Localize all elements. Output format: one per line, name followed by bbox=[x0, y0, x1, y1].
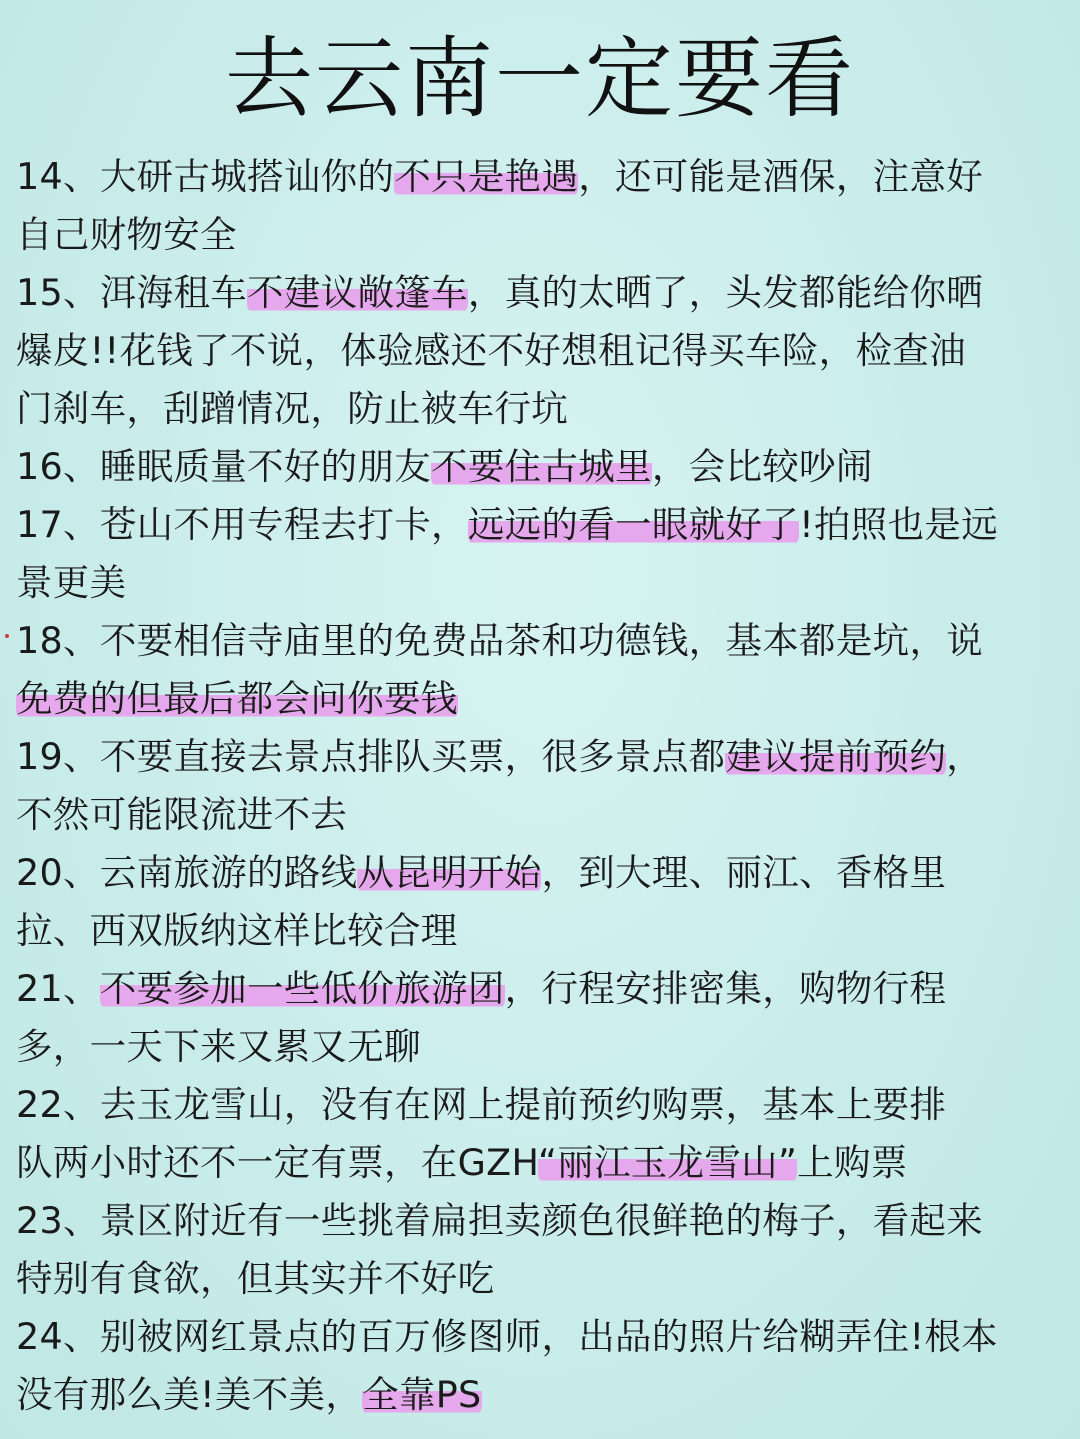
line-text: 21、 bbox=[16, 967, 100, 1010]
text-line bbox=[16, 380, 1074, 438]
text-line bbox=[16, 670, 1074, 728]
text-line bbox=[16, 1134, 1074, 1192]
highlighted-text: “丽江玉龙雪山” bbox=[537, 1141, 798, 1184]
text-line bbox=[16, 786, 1074, 844]
line-text: ，会比较吵闹 bbox=[651, 445, 873, 488]
highlighted-text: 不要住古城里 bbox=[431, 445, 652, 488]
text-line bbox=[16, 148, 1074, 206]
line-text: 自己财物安全 bbox=[16, 213, 237, 256]
line-text: 上购票 bbox=[797, 1141, 908, 1184]
line-text: 15、洱海租车 bbox=[16, 271, 248, 314]
text-line bbox=[16, 1250, 1074, 1308]
line-text: 14、大研古城搭讪你的 bbox=[16, 155, 395, 198]
red-dot-mark bbox=[5, 634, 9, 638]
highlighted-text: 全靠PS bbox=[362, 1373, 482, 1416]
text-line bbox=[16, 438, 1074, 496]
line-text: 爆皮!!花钱了不说，体验感还不好想租记得买车险，检查油 bbox=[16, 329, 966, 372]
line-text: 景更美 bbox=[16, 561, 127, 604]
line-text: 多，一天下来又累又无聊 bbox=[16, 1025, 421, 1068]
line-text: 没有那么美!美不美， bbox=[16, 1373, 363, 1416]
text-line bbox=[16, 322, 1074, 380]
page-title: 去云南一定要看 bbox=[224, 27, 855, 130]
line-text: 门刹车，刮蹭情况，防止被车行坑 bbox=[16, 387, 568, 430]
line-text: 拉、西双版纳这样比较合理 bbox=[16, 909, 458, 952]
text-line bbox=[16, 1308, 1074, 1366]
line-text: 队两小时还不一定有票，在GZH bbox=[16, 1141, 538, 1184]
text-line bbox=[16, 1076, 1074, 1134]
text-line bbox=[16, 496, 1074, 554]
line-text: 24、别被网红景点的百万修图师，出品的照片给糊弄住!根本 bbox=[16, 1315, 998, 1358]
highlighted-text: 不只是艳遇 bbox=[394, 155, 579, 198]
highlighted-text: 建议提前预约 bbox=[725, 735, 947, 778]
text-line bbox=[16, 264, 1074, 322]
text-line bbox=[16, 902, 1074, 960]
text-line bbox=[16, 960, 1074, 1018]
text-line bbox=[16, 728, 1074, 786]
line-text: 20、云南旅游的路线 bbox=[16, 851, 358, 894]
line-text: ，还可能是酒保，注意好 bbox=[578, 155, 984, 198]
line-text: 23、景区附近有一些挑着扁担卖颜色很鲜艳的梅子，看起来 bbox=[16, 1199, 984, 1242]
text-line bbox=[16, 1192, 1074, 1250]
text-line bbox=[16, 1018, 1074, 1076]
line-text: ，行程安排密集，购物行程 bbox=[504, 967, 947, 1010]
highlighted-text: 从昆明开始 bbox=[357, 851, 542, 894]
line-text: 17、苍山不用专程去打卡， bbox=[16, 503, 468, 546]
highlighted-text: 不要参加一些低价旅游团 bbox=[99, 967, 505, 1010]
line-text: 19、不要直接去景点排队买票，很多景点都 bbox=[16, 735, 726, 778]
highlighted-text: 免费的但最后都会问你要钱 bbox=[16, 677, 458, 720]
text-line bbox=[16, 206, 1074, 264]
line-text: ，真的太晒了，头发都能给你晒 bbox=[467, 271, 984, 314]
line-text: 不然可能限流进不去 bbox=[16, 793, 348, 836]
text-line bbox=[16, 844, 1074, 902]
line-text: ， bbox=[946, 735, 984, 778]
line-text: !拍照也是远 bbox=[799, 503, 998, 546]
line-text: 16、睡眠质量不好的朋友 bbox=[16, 445, 432, 488]
text-line bbox=[16, 612, 1074, 670]
tips-list bbox=[16, 148, 1074, 1424]
line-text: 特别有食欲，但其实并不好吃 bbox=[16, 1257, 495, 1300]
line-text: ，到大理、丽江、香格里 bbox=[541, 851, 947, 894]
highlighted-text: 远远的看一眼就好了 bbox=[467, 503, 800, 546]
line-text: 18、不要相信寺庙里的免费品茶和功德钱，基本都是坑，说 bbox=[16, 619, 984, 662]
text-line bbox=[16, 1366, 1074, 1424]
highlighted-text: 不建议敞篷车 bbox=[247, 271, 468, 314]
line-text: 22、去玉龙雪山，没有在网上提前预约购票，基本上要排 bbox=[16, 1083, 947, 1126]
text-line bbox=[16, 554, 1074, 612]
